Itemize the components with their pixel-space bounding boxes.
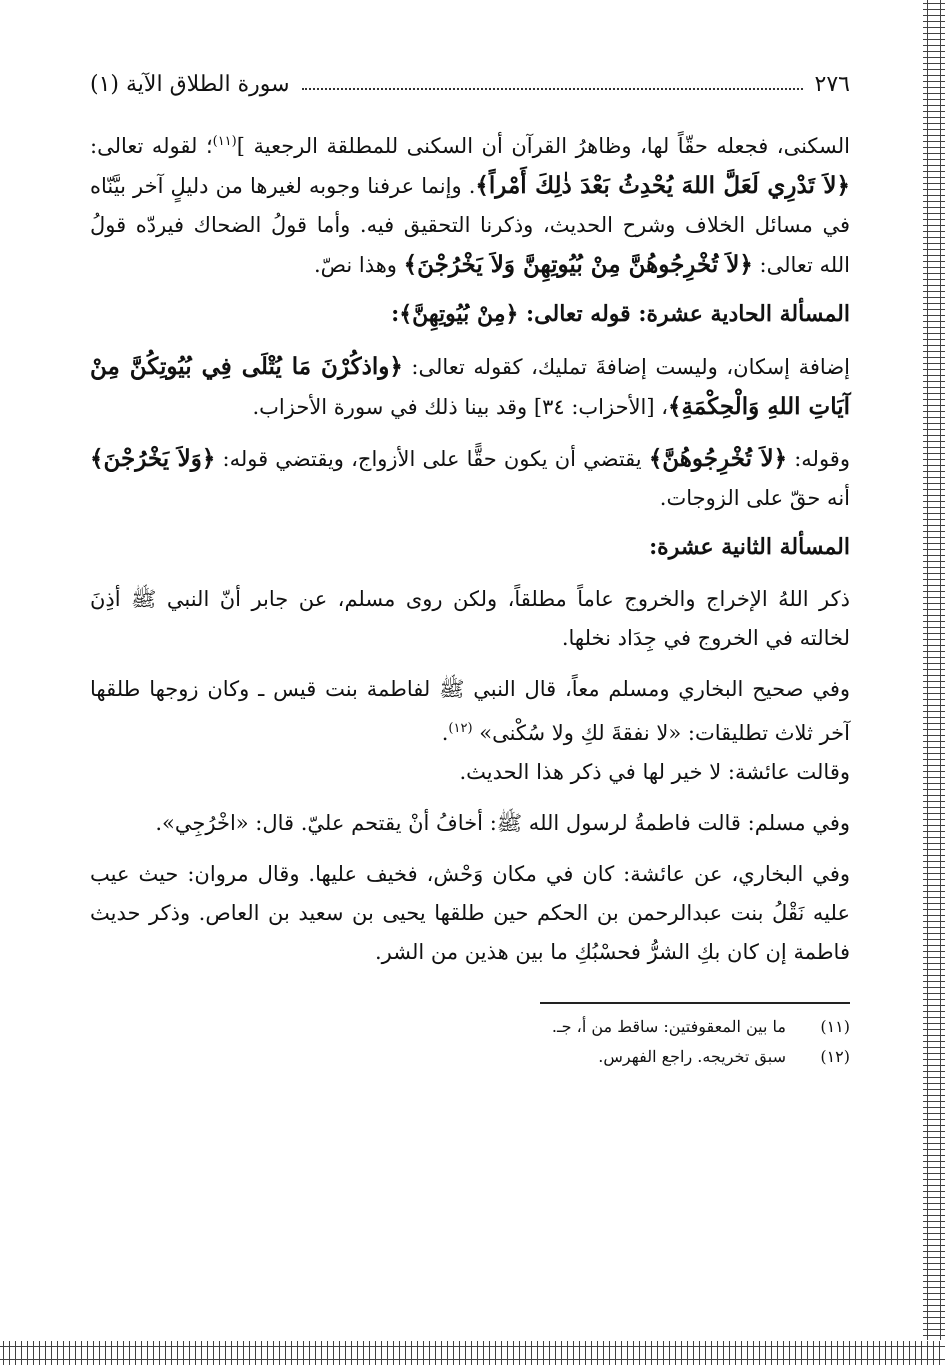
quran-verse: ﴿لاَ تُخْرِجُوهُنَّ مِنْ بُيُوتِهِنَّ وَلاَ يَخْرُجْنَ﴾ — [403, 251, 753, 278]
paragraph-5 — [90, 670, 850, 753]
paragraph-7: وفي مسلم: قالت فاطمةُ لرسول الله ﷺ: أخافُ أنْ يقتحم عليّ. قال: «اخْرُجِي». — [155, 811, 850, 835]
footnote-text: سبق تخريجه. راجع الفهرس. — [598, 1047, 786, 1066]
quran-verse: ﴿مِنْ بُيُوتِهِنَّ﴾ — [399, 301, 519, 327]
decorative-border-bottom — [0, 1341, 945, 1365]
page-number: ٢٧٦ — [814, 71, 850, 97]
text-span: وقوله: — [787, 447, 850, 471]
quran-verse: ﴿لاَ تُخْرِجُوهُنَّ﴾ — [648, 445, 788, 472]
text-span: أنه حقّ على الزوجات. — [659, 486, 850, 510]
quran-verse: ﴿واذكُرْنَ مَا يُتْلَى فِي بُيُوتِكُنَّ مِنْ آيَاتِ اللهِ وَالْحِكْمَةِ﴾ — [90, 353, 850, 420]
decorative-border-right — [923, 0, 945, 1340]
section-heading-12: المسألة الثانية عشرة: — [649, 534, 850, 560]
text-span: وفي صحيح البخاري ومسلم معاً، قال النبي ﷺ لفاطمة بنت قيس ـ وكان زوجها طلقها آخر ثلاث تطليقات: «لا نفقةَ لكِ ولا سُكْنى» — [90, 677, 850, 745]
text-span: السكنى، فجعله حقّاً لها، وظاهرُ القرآن أن السكنى للمطلقة الرجعية ] — [236, 134, 850, 158]
text-span: يقتضي أن يكون حقًّا على الأزواج، ويقتضي قوله: — [215, 447, 649, 471]
section-heading-11 — [90, 293, 850, 335]
heading-text: : — [391, 301, 400, 327]
footnote-11 — [90, 1012, 850, 1042]
footnote-text: ما بين المعقوفتين: ساقط من أ، جـ. — [551, 1017, 786, 1036]
paragraph-4: ذكر اللهُ الإخراج والخروج عاماً مطلقاً، ولكن روى مسلم، عن جابر أنّ النبي ﷺ أذِنَ لخالته في الخروج في جِدَاد نخلها. — [90, 587, 850, 650]
text-span: . وإنما عرفنا وجوبه لغيرها من دليلٍ آخر بيَّنّاه في مسائل الخلاف وشرح الحديث، وذكرنا التحقيق فيه. وأما قولُ الضحاك فيردّه قولُ الله تعالى: — [90, 174, 850, 277]
paragraph-1 — [90, 122, 850, 285]
footnote-ref-11: (١١) — [212, 134, 237, 149]
text-span: وهذا نصّ. — [313, 253, 404, 277]
footnote-number: (١١) — [820, 1017, 850, 1036]
header-dots — [302, 78, 803, 90]
heading-text: المسألة الحادية عشرة: قوله تعالى: — [518, 301, 850, 327]
paragraph-2 — [90, 347, 850, 427]
text-span: إضافة إسكان، وليست إضافةَ تمليك، كقوله تعالى: — [402, 355, 850, 379]
paragraph-6: وقالت عائشة: لا خير لها في ذكر هذا الحديث. — [459, 760, 850, 784]
running-header — [90, 64, 850, 104]
text-span: . — [441, 721, 449, 745]
text-span: ، [الأحزاب: ٣٤] وقد بينا ذلك في سورة الأحزاب. — [252, 395, 669, 419]
paragraph-8: وفي البخاري، عن عائشة: كان في مكان وَحْش، فخيف عليها. وقال مروان: حيث عيب عليه نَقْلُ بنت عبدالرحمن بن الحكم حين طلقها يحيى بن سعيد بن العاص. وذكر حديث فاطمة إن كان بكِ الشرُّ فحسْبُكِ ما بين هذين من الشر. — [90, 862, 850, 964]
quran-verse: ﴿وَلاَ يَخْرُجْنَ﴾ — [90, 445, 216, 472]
footnote-divider — [540, 1002, 850, 1004]
running-title: سورة الطلاق الآية (١) — [90, 71, 290, 97]
paragraph-3 — [90, 439, 850, 518]
footnote-ref-12: (١٢) — [448, 721, 473, 736]
quran-verse: ﴿لاَ تَدْرِي لَعَلَّ اللهَ يُحْدِثُ بَعْدَ ذٰلِكَ أَمْراً﴾ — [475, 172, 850, 199]
footnote-12 — [90, 1042, 850, 1072]
footnote-number: (١٢) — [820, 1047, 850, 1066]
text-span: ؛ لقوله تعالى: — [90, 134, 213, 158]
page-content — [90, 64, 850, 1072]
